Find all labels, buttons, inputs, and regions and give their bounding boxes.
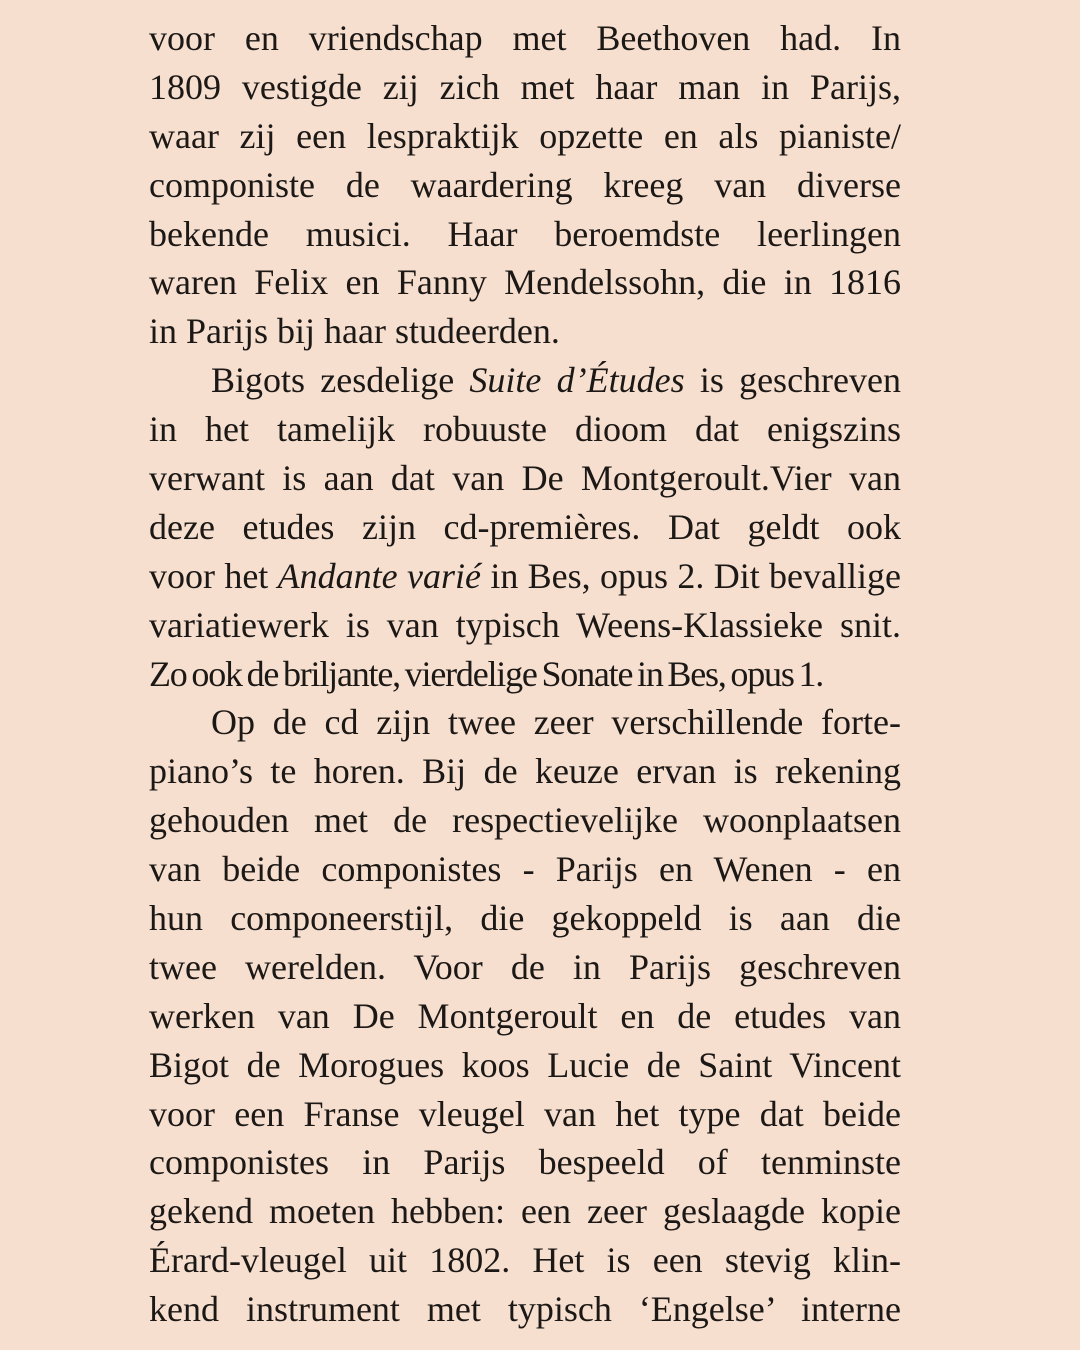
text-segment: Bigots zesdelige xyxy=(211,360,470,401)
text-segment: waar zij een lespraktijk opzette en als pianiste/ xyxy=(149,115,901,156)
text-segment: bekende musici. Haar beroemdste leerlingen xyxy=(149,213,901,254)
text-line xyxy=(149,1187,901,1236)
text-line xyxy=(149,1285,901,1334)
text-line xyxy=(149,356,901,405)
text-segment: gehouden met de respectievelijke woonplaatsen xyxy=(149,800,901,841)
text-segment: twee werelden. Voor de in Parijs geschreven xyxy=(149,946,901,987)
text-segment: waren Felix en Fanny Mendelssohn, die in 1816 xyxy=(149,262,901,303)
book-page-text xyxy=(149,14,901,1334)
text-segment: Op de cd zijn twee zeer verschillende forte- xyxy=(211,702,901,743)
text-line xyxy=(149,307,901,356)
text-line xyxy=(149,943,901,992)
text-line xyxy=(149,1236,901,1285)
text-line xyxy=(149,14,901,63)
text-line xyxy=(149,698,901,747)
text-line xyxy=(149,992,901,1041)
text-segment: componistes in Parijs bespeeld of tenminste xyxy=(149,1142,901,1183)
text-line xyxy=(149,258,901,307)
text-segment: in het tamelijk robuuste dioom dat enigszins xyxy=(149,409,901,450)
text-segment: voor en vriendschap met Beethoven had. In xyxy=(149,18,901,58)
text-line xyxy=(149,601,901,650)
text-segment: Bigot de Morogues koos Lucie de Saint Vincent xyxy=(149,1044,901,1085)
text-segment: piano’s te horen. Bij de keuze ervan is rekening xyxy=(149,751,901,792)
text-line xyxy=(149,161,901,210)
text-segment: Zo ook de briljante, vierdelige Sonate in Bes, opus 1. xyxy=(149,653,824,694)
text-segment: verwant is aan dat van De Montgeroult.Vier van xyxy=(149,458,901,499)
text-segment: van beide componistes - Parijs en Wenen - en xyxy=(149,849,901,890)
text-segment: kend instrument met typisch ‘Engelse’ interne xyxy=(149,1289,901,1330)
text-segment: hun componeerstijl, die gekoppeld is aan die xyxy=(149,898,901,939)
text-segment: gekend moeten hebben: een zeer geslaagde kopie xyxy=(149,1191,901,1232)
text-line xyxy=(149,845,901,894)
text-segment: Érard-vleugel uit 1802. Het is een stevig klin- xyxy=(149,1240,901,1281)
text-line xyxy=(149,405,901,454)
text-segment: werken van De Montgeroult en de etudes van xyxy=(149,995,901,1036)
text-line xyxy=(149,1138,901,1187)
text-segment: voor een Franse vleugel van het type dat beide xyxy=(149,1093,901,1134)
text-line xyxy=(149,552,901,601)
text-line xyxy=(149,1041,901,1090)
text-line xyxy=(149,747,901,796)
text-line xyxy=(149,63,901,112)
text-line xyxy=(149,650,901,699)
text-line xyxy=(149,894,901,943)
text-segment: deze etudes zijn cd-premières. Dat geldt ook xyxy=(149,506,901,547)
text-line xyxy=(149,796,901,845)
text-line xyxy=(149,503,901,552)
text-segment: variatiewerk is van typisch Weens-Klassieke snit. xyxy=(149,604,901,645)
text-line xyxy=(149,1090,901,1139)
text-segment: 1809 vestigde zij zich met haar man in Parijs, xyxy=(149,66,901,107)
text-line xyxy=(149,112,901,161)
text-line xyxy=(149,454,901,503)
italic-title: Andante varié xyxy=(277,555,481,596)
italic-title: Suite d’Études xyxy=(469,360,685,401)
text-segment: in Parijs bij haar studeerden. xyxy=(149,311,560,352)
text-segment: in Bes, opus 2. Dit bevallige xyxy=(480,555,901,596)
text-segment: componiste de waardering kreeg van diverse xyxy=(149,164,901,205)
text-segment: is geschreven xyxy=(684,360,901,401)
text-segment: voor het xyxy=(149,555,278,596)
text-line xyxy=(149,210,901,259)
